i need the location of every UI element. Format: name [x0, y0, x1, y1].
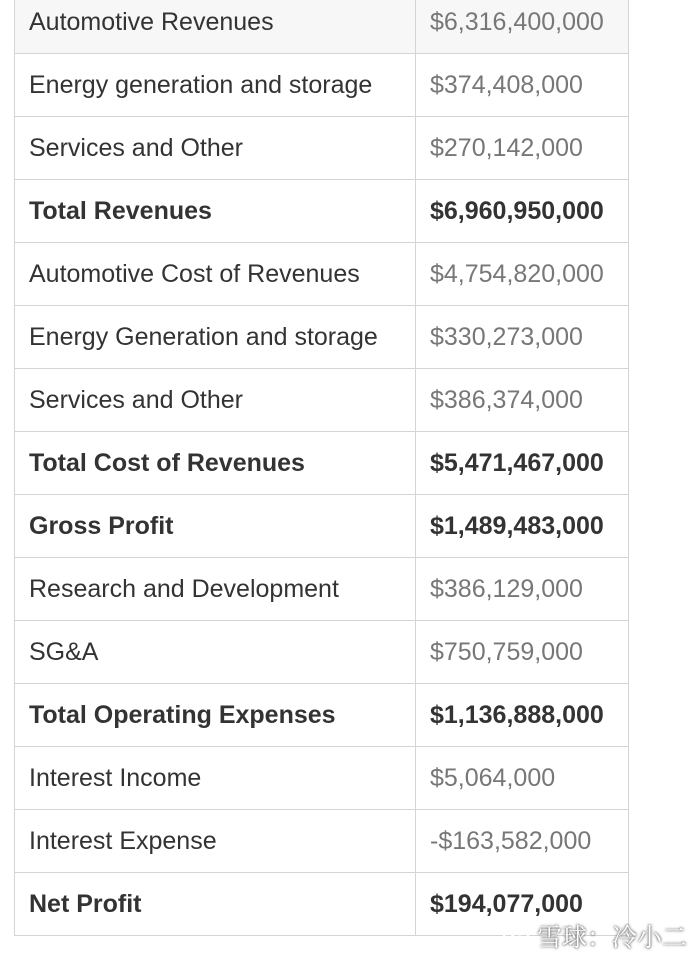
row-value: $194,077,000 [416, 873, 629, 936]
row-value: $330,273,000 [416, 306, 629, 369]
table-row [15, 558, 629, 621]
row-value: $270,142,000 [416, 117, 629, 180]
table-row [15, 306, 629, 369]
row-label: SG&A [15, 621, 416, 684]
table-row [15, 432, 629, 495]
row-label: Services and Other [15, 369, 416, 432]
row-value: -$163,582,000 [416, 810, 629, 873]
row-label: Total Revenues [15, 180, 416, 243]
table-row [15, 621, 629, 684]
table-row [15, 747, 629, 810]
row-value: $5,471,467,000 [416, 432, 629, 495]
row-value: $374,408,000 [416, 54, 629, 117]
row-value: $1,136,888,000 [416, 684, 629, 747]
watermark-text: 雪球：冷小二 [536, 923, 687, 952]
table-row [15, 684, 629, 747]
table-row [15, 54, 629, 117]
financial-table [14, 0, 629, 936]
table-row [15, 369, 629, 432]
row-label: Services and Other [15, 117, 416, 180]
row-label: Automotive Revenues [15, 0, 416, 54]
snowball-logo-icon [501, 921, 531, 951]
row-value: $386,129,000 [416, 558, 629, 621]
watermark [501, 918, 687, 954]
row-value: $386,374,000 [416, 369, 629, 432]
table-row [15, 810, 629, 873]
row-label: Interest Expense [15, 810, 416, 873]
table-row [15, 0, 629, 54]
row-label: Energy Generation and storage [15, 306, 416, 369]
row-label: Total Cost of Revenues [15, 432, 416, 495]
row-label: Automotive Cost of Revenues [15, 243, 416, 306]
table-row [15, 117, 629, 180]
row-value: $5,064,000 [416, 747, 629, 810]
row-label: Net Profit [15, 873, 416, 936]
row-value: $4,754,820,000 [416, 243, 629, 306]
table-row [15, 495, 629, 558]
table-row [15, 180, 629, 243]
row-label: Interest Income [15, 747, 416, 810]
row-value: $6,960,950,000 [416, 180, 629, 243]
row-label: Gross Profit [15, 495, 416, 558]
financial-table-body [15, 0, 629, 936]
row-label: Energy generation and storage [15, 54, 416, 117]
table-row [15, 243, 629, 306]
row-value: $750,759,000 [416, 621, 629, 684]
row-label: Total Operating Expenses [15, 684, 416, 747]
row-label: Research and Development [15, 558, 416, 621]
row-value: $6,316,400,000 [416, 0, 629, 54]
row-value: $1,489,483,000 [416, 495, 629, 558]
